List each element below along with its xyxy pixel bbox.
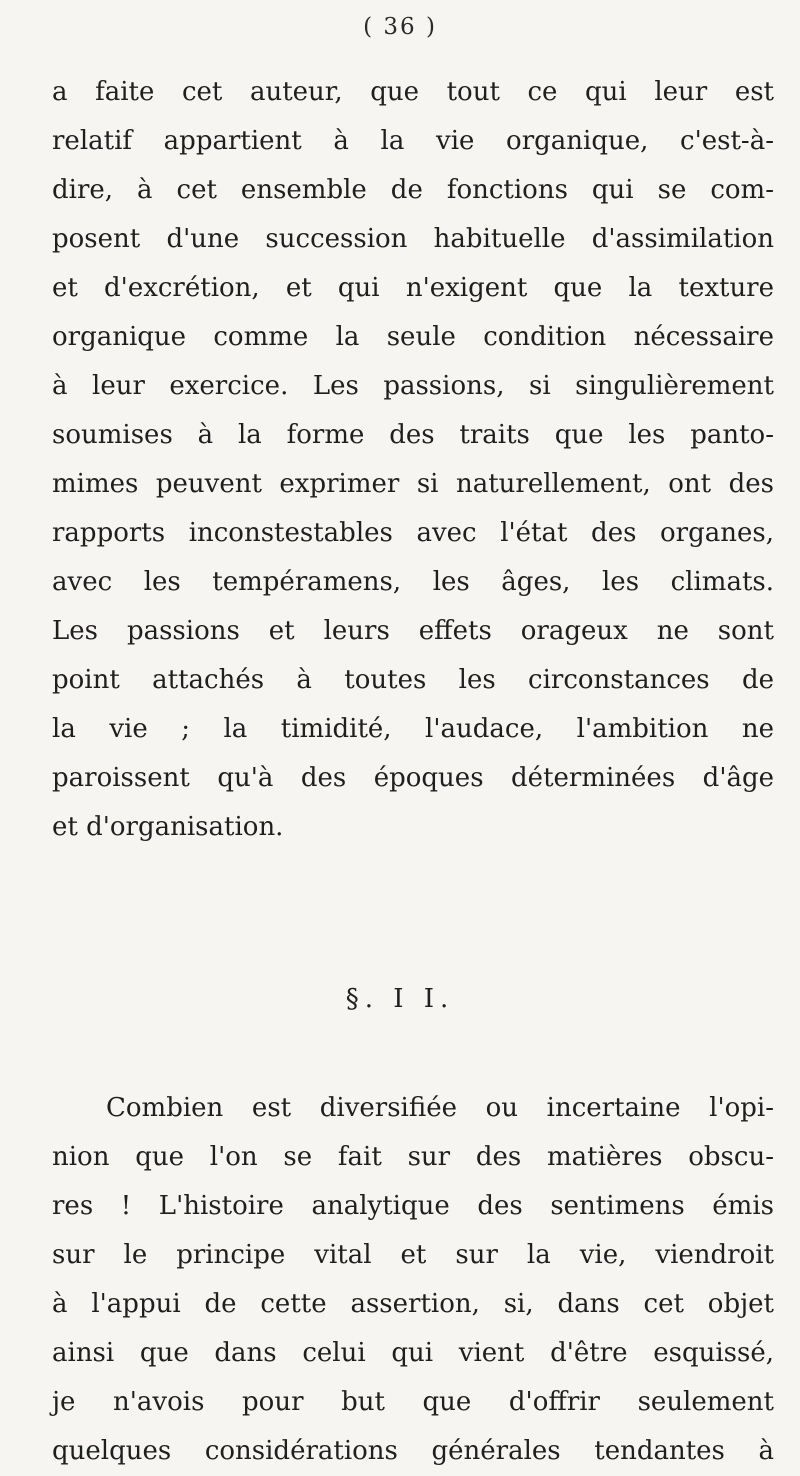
text-line: à leur exercice. Les passions, si singulièrement bbox=[52, 371, 774, 401]
paragraph-1 bbox=[52, 68, 774, 852]
text-line: et d'excrétion, et qui n'exigent que la texture bbox=[52, 273, 774, 303]
text-line: dire, à cet ensemble de fonctions qui se com- bbox=[52, 175, 774, 205]
text-line: paroissent qu'à des époques déterminées d'âge bbox=[52, 763, 774, 793]
text-line: rapports inconstestables avec l'état des organes, bbox=[52, 518, 774, 548]
text-line: la vie ; la timidité, l'audace, l'ambition ne bbox=[52, 714, 774, 744]
text-line: nion que l'on se fait sur des matières obscu- bbox=[52, 1142, 774, 1172]
text-line: relatif appartient à la vie organique, c'est-à- bbox=[52, 126, 774, 156]
text-line: avec les tempéramens, les âges, les climats. bbox=[52, 567, 774, 597]
text-line: organique comme la seule condition nécessaire bbox=[52, 322, 774, 352]
paragraph-2 bbox=[52, 1084, 774, 1476]
text-line: a faite cet auteur, que tout ce qui leur est bbox=[52, 77, 774, 107]
text-line: res ! L'histoire analytique des sentimens émis bbox=[52, 1191, 774, 1221]
text-line: à l'appui de cette assertion, si, dans cet objet bbox=[52, 1289, 774, 1319]
text-line: je n'avois pour but que d'offrir seulement bbox=[52, 1387, 774, 1417]
text-line: ainsi que dans celui qui vient d'être esquissé, bbox=[52, 1338, 774, 1368]
text-line: et d'organisation. bbox=[52, 812, 284, 842]
text-line: posent d'une succession habituelle d'assimilation bbox=[52, 224, 774, 254]
text-line: Combien est diversifiée ou incertaine l'opi- bbox=[106, 1093, 774, 1123]
text-line: quelques considérations générales tendantes à bbox=[52, 1436, 774, 1466]
text-line: point attachés à toutes les circonstances de bbox=[52, 665, 774, 695]
text-line: sur le principe vital et sur la vie, viendroit bbox=[52, 1240, 774, 1270]
section-heading: §. I I. bbox=[345, 984, 455, 1014]
page-number: ( 36 ) bbox=[363, 14, 437, 40]
text-line: soumises à la forme des traits que les panto- bbox=[52, 420, 774, 450]
text-line: mimes peuvent exprimer si naturellement, ont des bbox=[52, 469, 774, 499]
text-line: Les passions et leurs effets orageux ne sont bbox=[52, 616, 774, 646]
